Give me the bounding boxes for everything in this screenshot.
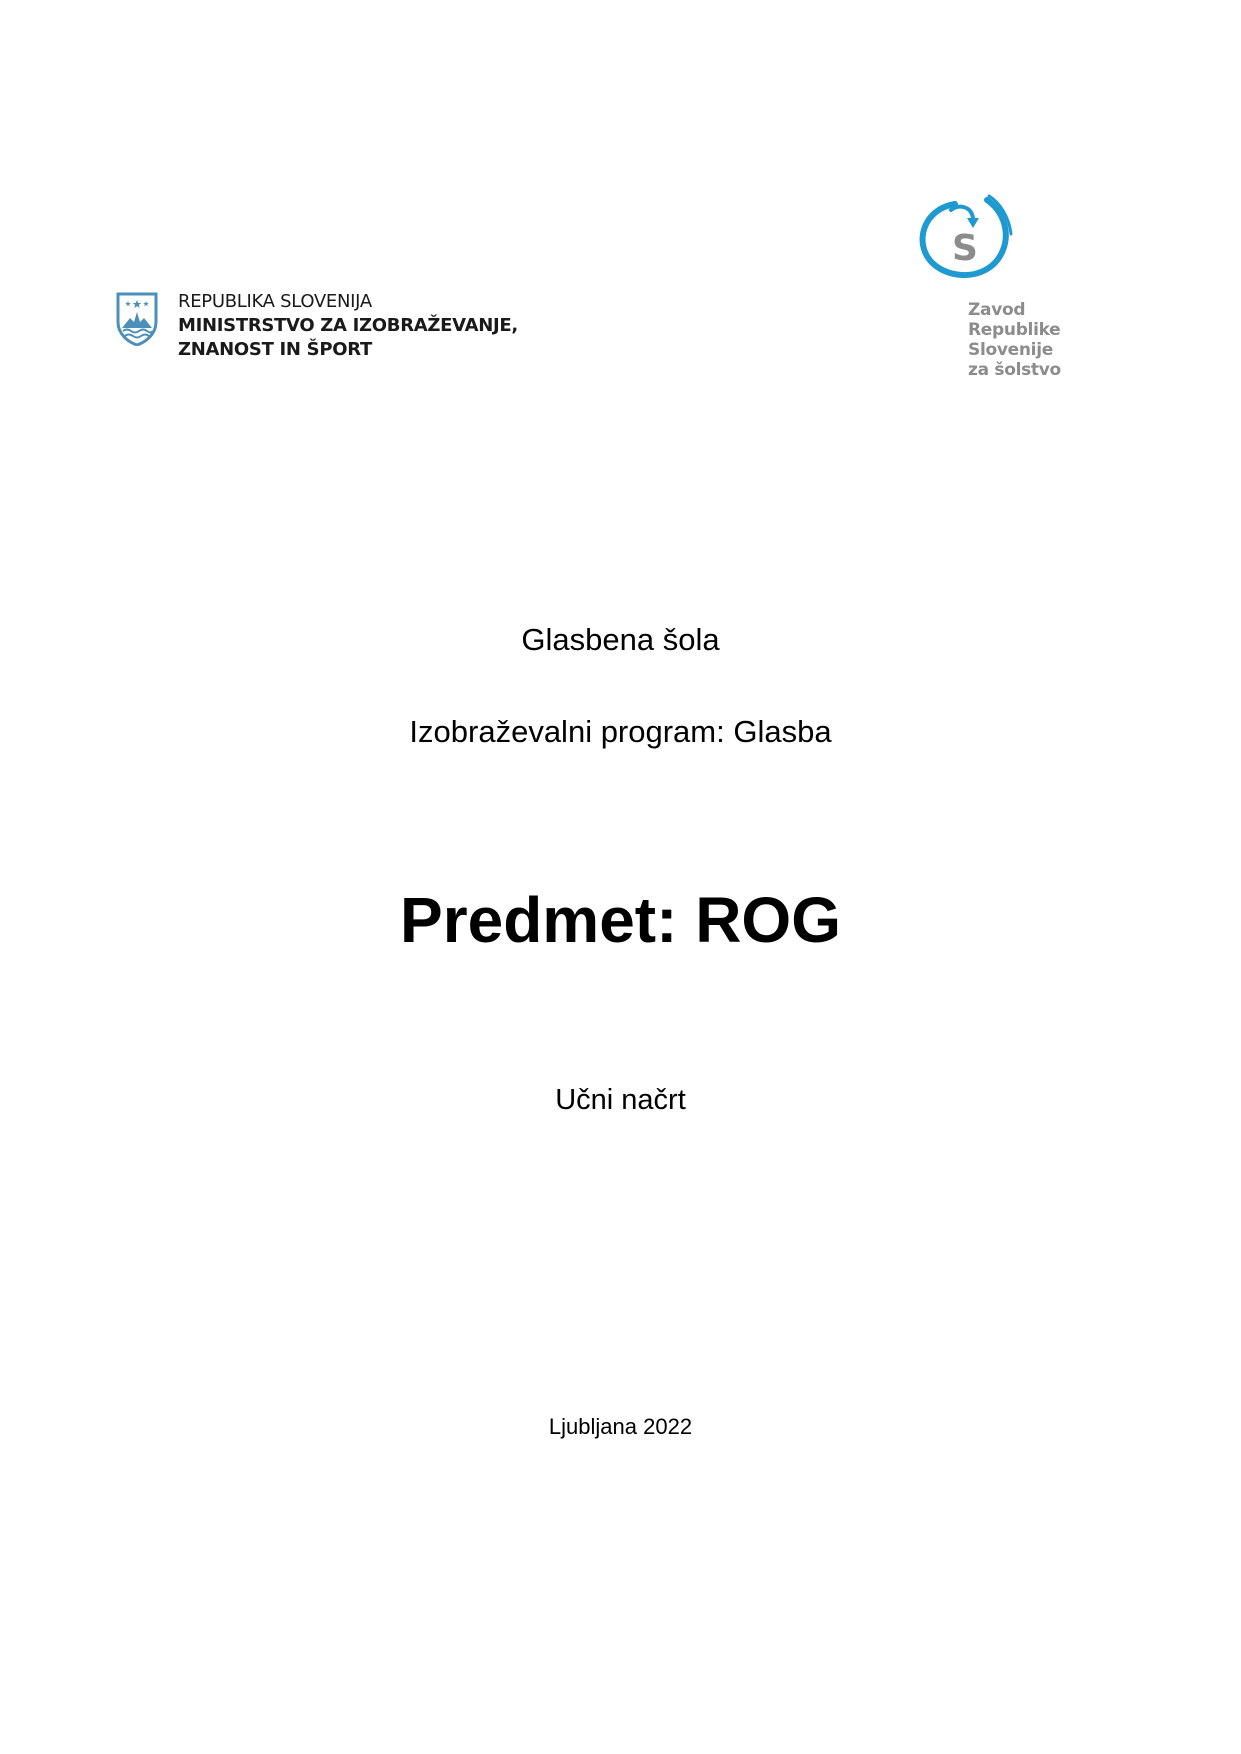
zavod-swirl-s-icon [915,190,1025,295]
slovenian-coat-of-arms-icon [116,292,158,346]
zavod-line-republike: Republike [968,320,1061,340]
ministry-line-republic: REPUBLIKA SLOVENIJA [178,291,372,312]
zavod-line-zavod: Zavod [968,300,1026,320]
place-year: Ljubljana 2022 [548,1414,693,1439]
zavod-line-slovenije: Slovenije [968,340,1053,360]
zavod-line-za-solstvo: za šolstvo [968,360,1061,380]
program-name: Izobraževalni program: Glasba [409,714,832,749]
school-name: Glasbena šola [521,622,720,657]
ministry-line-science-sport: ZNANOST IN ŠPORT [178,339,372,360]
svg-text:S: S [952,228,978,269]
zavod-logo [915,190,1065,380]
ministry-line-ministry: MINISTRSTVO ZA IZOBRAŽEVANJE, [178,315,518,336]
document-type: Učni načrt [555,1084,686,1116]
subject-title: Predmet: ROG [400,884,841,956]
ministry-logo [116,290,518,362]
